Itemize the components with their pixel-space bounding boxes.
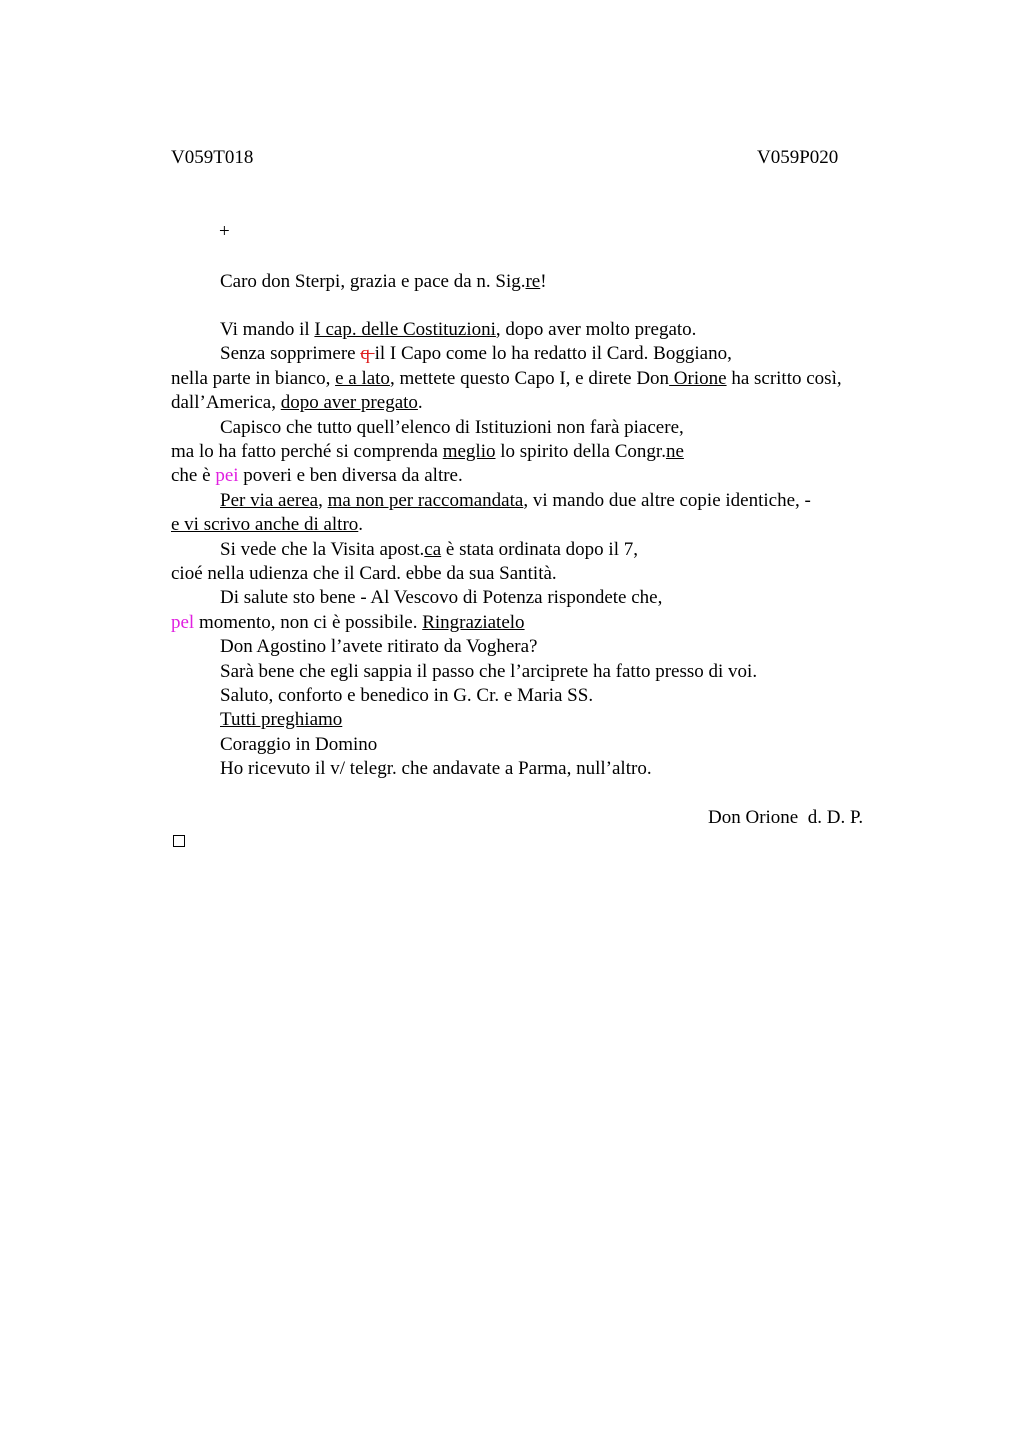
header-left-code: V059T018: [171, 147, 254, 168]
text-line: Tutti preghiamo: [220, 709, 343, 730]
text-line: Sarà bene che egli sappia il passo che l’arciprete ha fatto presso di voi.: [220, 661, 758, 682]
text-line: Ho ricevuto il v/ telegr. che andavate a Parma, null’altro.: [220, 758, 652, 779]
text-line: ma lo ha fatto perché si comprenda meglio lo spirito della Congr.ne: [171, 441, 684, 462]
cross-mark: +: [219, 221, 230, 242]
text-line: dall’America, dopo aver pregato.: [171, 392, 423, 413]
text-line: Vi mando il I cap. delle Costituzioni, dopo aver molto pregato.: [220, 319, 697, 340]
text-line: che è pei poveri e ben diversa da altre.: [171, 465, 463, 486]
end-square-icon: [173, 835, 185, 847]
text-line: Saluto, conforto e benedico in G. Cr. e Maria SS.: [220, 685, 594, 706]
text-line: Don Agostino l’avete ritirato da Voghera?: [220, 636, 538, 657]
text-line: pel momento, non ci è possibile. Ringraziatelo: [171, 612, 525, 633]
text-line: Si vede che la Visita apost.ca è stata ordinata dopo il 7,: [220, 539, 638, 560]
signature: Don Orione d. D. P.: [708, 807, 864, 828]
salutation-end: !: [540, 271, 547, 292]
header-right-code: V059P020: [757, 147, 839, 168]
text-line: nella parte in bianco, e a lato, mettete questo Capo I, e direte Don Orione ha scritto così,: [171, 368, 842, 389]
text-line: cioé nella udienza che il Card. ebbe da sua Santità.: [171, 563, 557, 584]
salutation-text: Caro don Sterpi, grazia e pace da n. Sig.: [220, 271, 526, 292]
text-line: e vi scrivo anche di altro.: [171, 514, 364, 535]
text-line: Coraggio in Domino: [220, 734, 378, 755]
struck-letter: q: [360, 343, 375, 364]
text-line: Di salute sto bene - Al Vescovo di Potenza rispondete che,: [220, 587, 663, 608]
salutation-abbr: re: [525, 271, 541, 292]
text-line: Senza sopprimere q il I Capo come lo ha redatto il Card. Boggiano,: [220, 343, 732, 364]
magenta-word: pei: [215, 465, 239, 486]
magenta-word: pel: [171, 612, 195, 633]
salutation: [220, 270, 547, 294]
text-line: Capisco che tutto quell’elenco di Istituzioni non farà piacere,: [220, 417, 684, 438]
text-line: Per via aerea, ma non per raccomandata, vi mando due altre copie identiche, -: [220, 490, 811, 511]
